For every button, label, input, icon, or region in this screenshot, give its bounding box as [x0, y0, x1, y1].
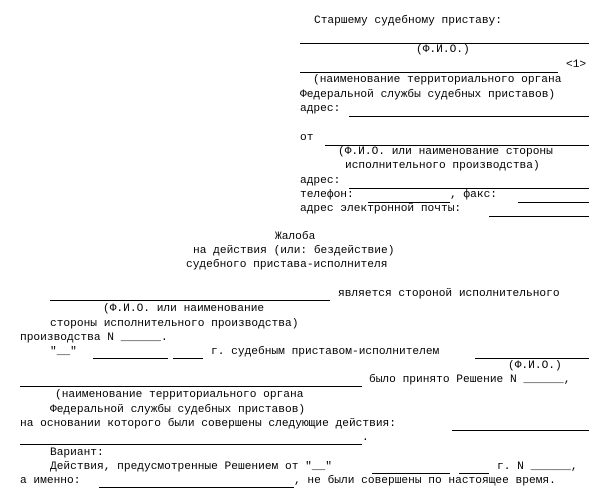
address-blank [349, 116, 589, 117]
fio-hint: (Ф.И.О.) [416, 44, 470, 56]
title-line-2: на действия (или: бездействие) [193, 245, 395, 257]
title-line-3: судебного пристава-исполнителя [186, 259, 388, 271]
p2-end: . [362, 432, 369, 444]
p2-actions-blank-2 [20, 444, 362, 445]
title-line-1: Жалоба [275, 231, 316, 243]
party-hint-2: исполнительного производства) [345, 160, 540, 172]
variant-actions-blank [99, 487, 294, 488]
p2-basis: на основании которого были совершены следующие действия: [20, 418, 396, 430]
p2-org-hint-2: Федеральной службы судебных приставов) [50, 404, 306, 416]
p1-tail: является стороной исполнительного [338, 288, 560, 300]
party-hint-1: (Ф.И.О. или наименование стороны [338, 146, 553, 158]
org-hint-2: Федеральной службы судебных приставов) [300, 89, 556, 101]
p1-proceedings: производства N ______. [20, 332, 168, 344]
p2-year-blank [173, 358, 203, 359]
address-label: адрес: [300, 103, 341, 115]
p2-fio-hint: (Ф.И.О.) [508, 360, 562, 372]
p2-month-blank [93, 358, 168, 359]
org-hint-1: (наименование территориального органа [313, 74, 562, 86]
p1-hint-1: (Ф.И.О. или наименование [103, 303, 265, 315]
variant-line-2-b: , не были совершены по настоящее время. [294, 475, 556, 487]
party-name-blank [50, 300, 330, 301]
p1-hint-2: стороны исполнительного производства) [50, 318, 299, 330]
addressee-line: Старшему судебному приставу: [314, 15, 502, 27]
p2-decision: было принято Решение N ______, [369, 374, 571, 386]
p2-date-open: "__" [50, 346, 77, 358]
variant-line-1-a: Действия, предусмотренные Решением от "__" [50, 461, 332, 473]
variant-label: Вариант: [50, 447, 104, 459]
phone-label: телефон: [300, 189, 354, 201]
fax-blank [518, 202, 589, 203]
p2-actions-blank [452, 430, 589, 431]
footnote-ref: <1> [566, 59, 587, 71]
variant-line-2-a: а именно: [20, 475, 81, 487]
p2-org-hint-1: (наименование территориального органа [55, 389, 304, 401]
p2-year-text: г. судебным приставом-исполнителем [211, 346, 440, 358]
email-blank [489, 216, 589, 217]
fax-label: , факс: [450, 189, 497, 201]
p2-org-blank [20, 386, 362, 387]
variant-line-1-b: г. N ______, [497, 461, 578, 473]
from-label: от [300, 132, 314, 144]
email-label: адрес электронной почты: [300, 203, 462, 215]
address-label-2: адрес: [300, 175, 341, 187]
